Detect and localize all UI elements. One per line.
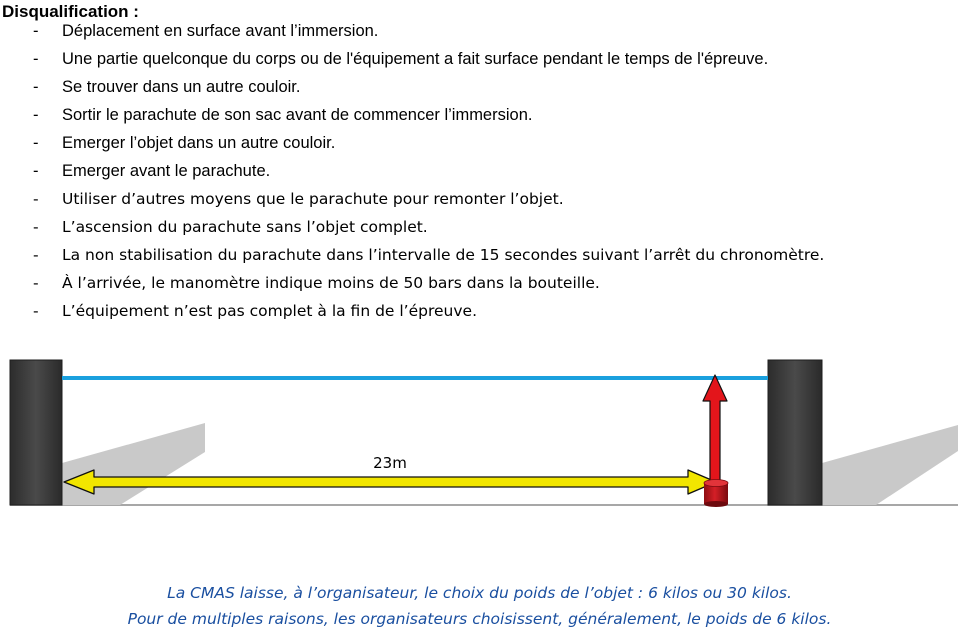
bullet-dash: - (33, 162, 39, 180)
bullet-dash: - (33, 246, 39, 264)
rule-item (0, 190, 959, 218)
bullet-dash: - (33, 302, 39, 320)
rule-text: Emerger l’objet dans un autre couloir. (62, 134, 336, 152)
rule-text: La non stabilisation du parachute dans l’intervalle de 15 secondes suivant l’arrêt du chronomètre. (62, 246, 825, 264)
rule-item (0, 218, 959, 246)
rule-text: Utiliser d’autres moyens que le parachute pour remonter l’objet. (62, 190, 564, 208)
pool-diagram (0, 355, 959, 515)
rule-item (0, 106, 959, 134)
rule-item (0, 302, 959, 330)
right-pool-wall (768, 360, 822, 505)
left-pool-wall (10, 360, 62, 505)
bullet-dash: - (33, 22, 39, 40)
rule-item (0, 78, 959, 106)
disqualification-heading: Disqualification : (2, 2, 139, 21)
rule-text: À l’arrivée, le manomètre indique moins de 50 bars dans la bouteille. (62, 274, 600, 292)
rule-text: Se trouver dans un autre couloir. (62, 78, 301, 96)
bullet-dash: - (33, 218, 39, 236)
rule-text: Sortir le parachute de son sac avant de commencer l’immersion. (62, 106, 533, 124)
rule-text: Emerger avant le parachute. (62, 162, 271, 180)
rule-item (0, 50, 959, 78)
rule-text: L’ascension du parachute sans l’objet complet. (62, 218, 428, 236)
footnote-line-2: Pour de multiples raisons, les organisateurs choisissent, généralement, le poids de 6 kilos. (127, 610, 832, 628)
rule-item (0, 246, 959, 274)
rule-item (0, 274, 959, 302)
bullet-dash: - (33, 78, 39, 96)
rule-text: Déplacement en surface avant l’immersion. (62, 22, 379, 40)
rule-item (0, 22, 959, 50)
footnote-line-1: La CMAS laisse, à l’organisateur, le choix du poids de l’objet : 6 kilos ou 30 kilos. (167, 584, 792, 602)
bullet-dash: - (33, 190, 39, 208)
distance-label: 23m (373, 454, 407, 472)
left-wall-shadow (62, 423, 205, 505)
object-cylinder (704, 480, 728, 508)
rule-item (0, 134, 959, 162)
right-wall-shadow (822, 425, 958, 505)
bullet-dash: - (33, 274, 39, 292)
bullet-dash: - (33, 50, 39, 68)
ascent-arrow (703, 375, 727, 481)
rule-item (0, 162, 959, 190)
rule-text: L’équipement n’est pas complet à la fin de l’épreuve. (62, 302, 478, 320)
bullet-dash: - (33, 134, 39, 152)
bullet-dash: - (33, 106, 39, 124)
rule-text: Une partie quelconque du corps ou de l'équipement a fait surface pendant le temps de l'épreuve. (62, 50, 769, 68)
